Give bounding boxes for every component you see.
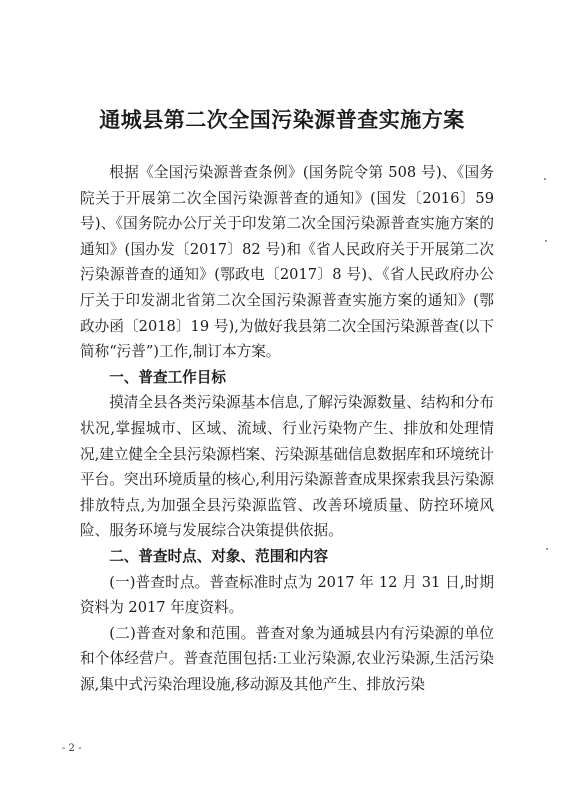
- paragraph-scope: (二)普查对象和范围。普查对象为通城县内有污染源的单位和个体经营户。普查范围包括:工业污染源,农业污染源,生活污染源,集中式污染治理设施,移动源及其他产生、排放污染: [80, 624, 494, 693]
- document-body: [80, 160, 494, 697]
- heading-section-1: 一、普查工作目标: [109, 368, 226, 386]
- scan-speck: [544, 178, 546, 180]
- document-title: 通城县第二次全国污染源普查实施方案: [99, 108, 465, 132]
- paragraph-goals: 摸清全县各类污染源基本信息,了解污染源数量、结构和分布状况,掌握城市、区域、流域、行业污染物产生、排放和处理情况,建立健全全县污染源档案、污染源基础信息数据库和环境统计平台。突出环境质量的核心,利用污染源普查成果探索我县污染源排放特点,为加强全县污染源监管、改善环境质量、防控环境风险、服务环境与发展综合决策提供依据。: [80, 394, 494, 540]
- paragraph-time-point: (一)普查时点。普查标准时点为 2017 年 12 月 31 日,时期资料为 2017 年度资料。: [80, 573, 494, 617]
- scan-speck: [545, 240, 547, 242]
- paragraph-intro: 根据《全国污染源普查条例》(国务院令第 508 号)、《国务院关于开展第二次全国污染源普查的通知》(国发〔2016〕59 号)、《国务院办公厅关于印发第二次全国污染源普查实施方案的通知》(国办发〔2017〕82 号)和《省人民政府关于开展第二次污染源普查的通知》(鄂政电〔2017〕8 号)、《省人民政府办公厅关于印发湖北省第二次全国污染源普查实施方案的通知》(鄂政办函〔2018〕19 号),为做好我县第二次全国污染源普查(以下简称“污普”)工作,制订本方案。: [80, 164, 494, 361]
- page-number: - 2 -: [62, 743, 82, 754]
- scan-speck: [546, 548, 548, 550]
- heading-section-2: 二、普查时点、对象、范围和内容: [109, 547, 329, 565]
